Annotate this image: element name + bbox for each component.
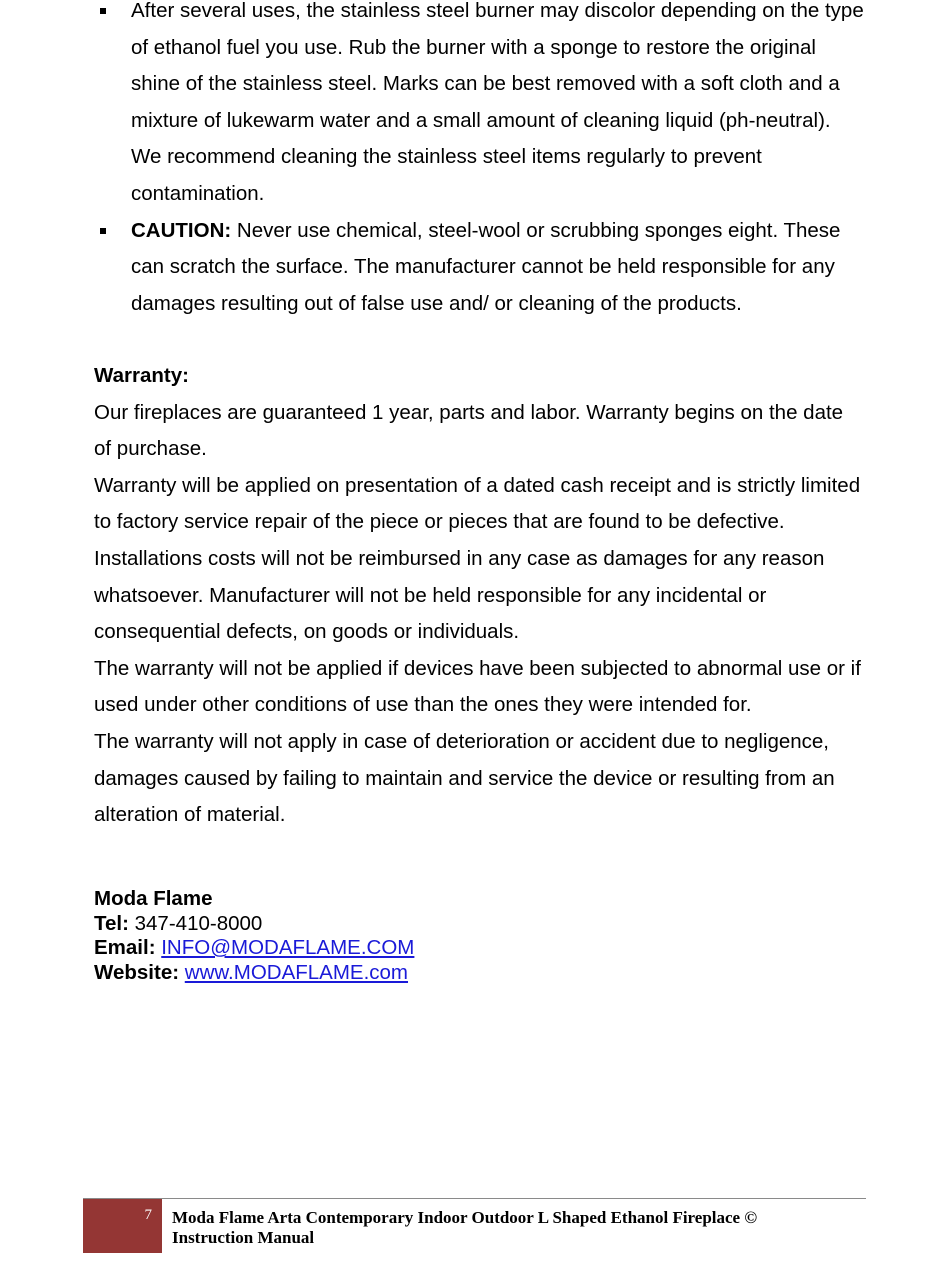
contact-email <box>94 936 414 961</box>
email-link[interactable]: INFO@MODAFLAME.COM <box>161 936 415 959</box>
warranty-heading: Warranty: <box>94 364 189 387</box>
contact-tel <box>94 912 414 937</box>
warranty-section <box>94 358 864 834</box>
warranty-paragraph: The warranty will not be applied if devices have been subjected to abnormal use or if used under other conditions of use than the ones they were intended for. <box>94 656 861 717</box>
footer-title-line: Moda Flame Arta Contemporary Indoor Outdoor L Shaped Ethanol Fireplace © <box>172 1208 758 1227</box>
care-bullet-list <box>94 0 864 322</box>
warranty-paragraph: Our fireplaces are guaranteed 1 year, parts and labor. Warranty begins on the date of purchase. <box>94 400 844 461</box>
square-bullet-icon <box>100 8 106 14</box>
warranty-paragraph: The warranty will not apply in case of deterioration or accident due to negligence, damages caused by failing to maintain and service the device or resulting from an alteration of material. <box>94 729 835 827</box>
tel-label: Tel: <box>94 911 129 935</box>
company-name: Moda Flame <box>94 887 213 910</box>
website-link[interactable]: www.MODAFLAME.com <box>184 960 409 984</box>
bullet-text: After several uses, the stainless steel burner may discolor depending on the type of ethanol fuel you use. Rub the burner with a sponge to restore the original shine of the stainless steel. Marks can be best removed with a soft cloth and a mixture of lukewarm water and a small amount of cleaning liquid (ph-neutral). We recommend cleaning the stainless steel items regularly to prevent contamination. <box>131 0 864 205</box>
website-label: Website: <box>94 960 180 984</box>
warranty-paragraph: Warranty will be applied on presentation of a dated cash receipt and is strictly limited to factory service repair of the piece or pieces that are found to be defective. Installations costs will not be reimbursed in any case as damages for any reason whatsoever. Manufacturer will not be held responsible for any incidental or consequential defects, on goods or individuals. <box>94 473 861 644</box>
footer-title <box>172 1208 757 1248</box>
tel-value: 347-410-8000 <box>128 911 263 935</box>
page-number-box <box>83 1199 162 1253</box>
caution-label: CAUTION: <box>131 218 232 242</box>
footer-divider <box>83 1198 866 1199</box>
email-label: Email: <box>94 936 156 959</box>
contact-block <box>94 887 414 985</box>
caution-bullet-item <box>94 213 864 323</box>
page-number: 7 <box>144 1207 152 1223</box>
contact-website <box>94 961 414 986</box>
caution-text: Never use chemical, steel-wool or scrubbing sponges eight. These can scratch the surface. The manufacturer cannot be held responsible for any damages resulting out of false use and/ or cleaning of the products. <box>131 218 841 315</box>
footer-title-line: Instruction Manual <box>172 1228 315 1247</box>
square-bullet-icon <box>100 228 106 234</box>
care-bullet-item <box>94 0 864 213</box>
